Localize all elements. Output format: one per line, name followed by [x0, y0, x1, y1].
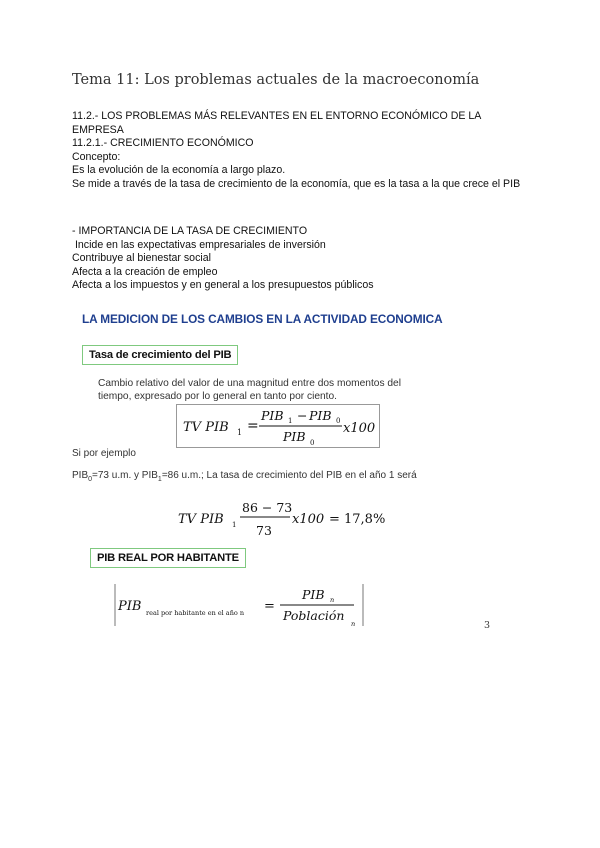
formula3-num: PIB [302, 587, 325, 602]
formula2-num: 86 − 73 [242, 500, 293, 515]
example-label: Si por ejemplo [72, 448, 136, 459]
importance-item: Incide en las expectativas empresariales de inversión [72, 238, 326, 251]
example-statement [72, 470, 417, 483]
growth-rate-box: Tasa de crecimiento del PIB [82, 345, 238, 365]
slide-heading: LA MEDICION DE LOS CAMBIOS EN LA ACTIVIDAD ECONOMICA [82, 312, 443, 326]
growth-rate-formula [176, 404, 380, 448]
formula3-lhs: PIB [118, 599, 142, 614]
formula3-num-sub: n [330, 596, 335, 604]
importance-heading: - IMPORTANCIA DE LA TASA DE CRECIMIENTO [72, 225, 308, 237]
example-formula [176, 494, 406, 544]
formula1-num-b-sub: 0 [336, 417, 341, 425]
formula1-den-sub: 0 [310, 439, 315, 447]
concept-line: Es la evolución de la economía a largo plazo. [72, 164, 286, 177]
importance-item: Afecta a la creación de empleo [72, 265, 218, 278]
example-sub0: 0 [88, 476, 93, 483]
importance-block [72, 225, 532, 293]
formula1-num-b: PIB [309, 408, 332, 423]
formula1-lhs: TV PIB [183, 420, 229, 435]
formula2-lhs-sub: 1 [232, 521, 237, 529]
example-mid: =73 u.m. y PIB [92, 470, 158, 481]
formula3-den-sub: n [351, 620, 356, 628]
concept-line: Se mide a través de la tasa de crecimiento de la economía, que es la tasa a la que crece el PIB [72, 177, 521, 190]
per-capita-box: PIB REAL POR HABITANTE [90, 548, 246, 568]
example-post: =86 u.m.; La tasa de crecimiento del PIB en el año 1 será [161, 470, 417, 481]
subsection-heading: 11.2.1.- CRECIMIENTO ECONÓMICO [72, 137, 254, 150]
formula2-den: 73 [256, 523, 272, 538]
growth-rate-definition: Cambio relativo del valor de una magnitud entre dos momentos del tiempo, expresado por lo general en tanto por ciento. [98, 378, 401, 402]
section-heading: 11.2.- LOS PROBLEMAS MÁS RELEVANTES EN EL ENTORNO ECONÓMICO DE LA EMPRESA [72, 110, 481, 136]
intro-block [72, 110, 532, 192]
concept-label: Concepto: [72, 150, 121, 163]
page-title: Tema 11: Los problemas actuales de la macroeconomía [72, 72, 480, 88]
example-pre: PIB [72, 470, 89, 481]
formula3-eq: = [264, 599, 275, 614]
formula3-den: Población [283, 608, 345, 623]
formula2-result: 17,8% [344, 512, 386, 527]
importance-item: Afecta a los impuestos y en general a los presupuestos públicos [72, 279, 374, 292]
formula1-den: PIB [283, 429, 306, 444]
formula1-lhs-sub: 1 [237, 428, 243, 437]
formula1-tail: x100 [343, 421, 376, 436]
per-capita-formula [114, 582, 374, 628]
formula1-num-a-sub: 1 [288, 417, 293, 425]
formula2-tail: x100 [292, 512, 325, 527]
formula1-num-a: PIB [261, 408, 284, 423]
example-sub1: 1 [157, 476, 162, 483]
formula1-eq: = [247, 418, 259, 434]
slide-page-number: 3 [484, 620, 491, 631]
formula1-minus: − [297, 408, 308, 423]
importance-item: Contribuye al bienestar social [72, 252, 211, 265]
formula2-lhs: TV PIB [178, 512, 224, 527]
formula3-lhs-sub: real por habitante en el año n [146, 609, 245, 617]
formula2-eq: = [329, 512, 340, 527]
